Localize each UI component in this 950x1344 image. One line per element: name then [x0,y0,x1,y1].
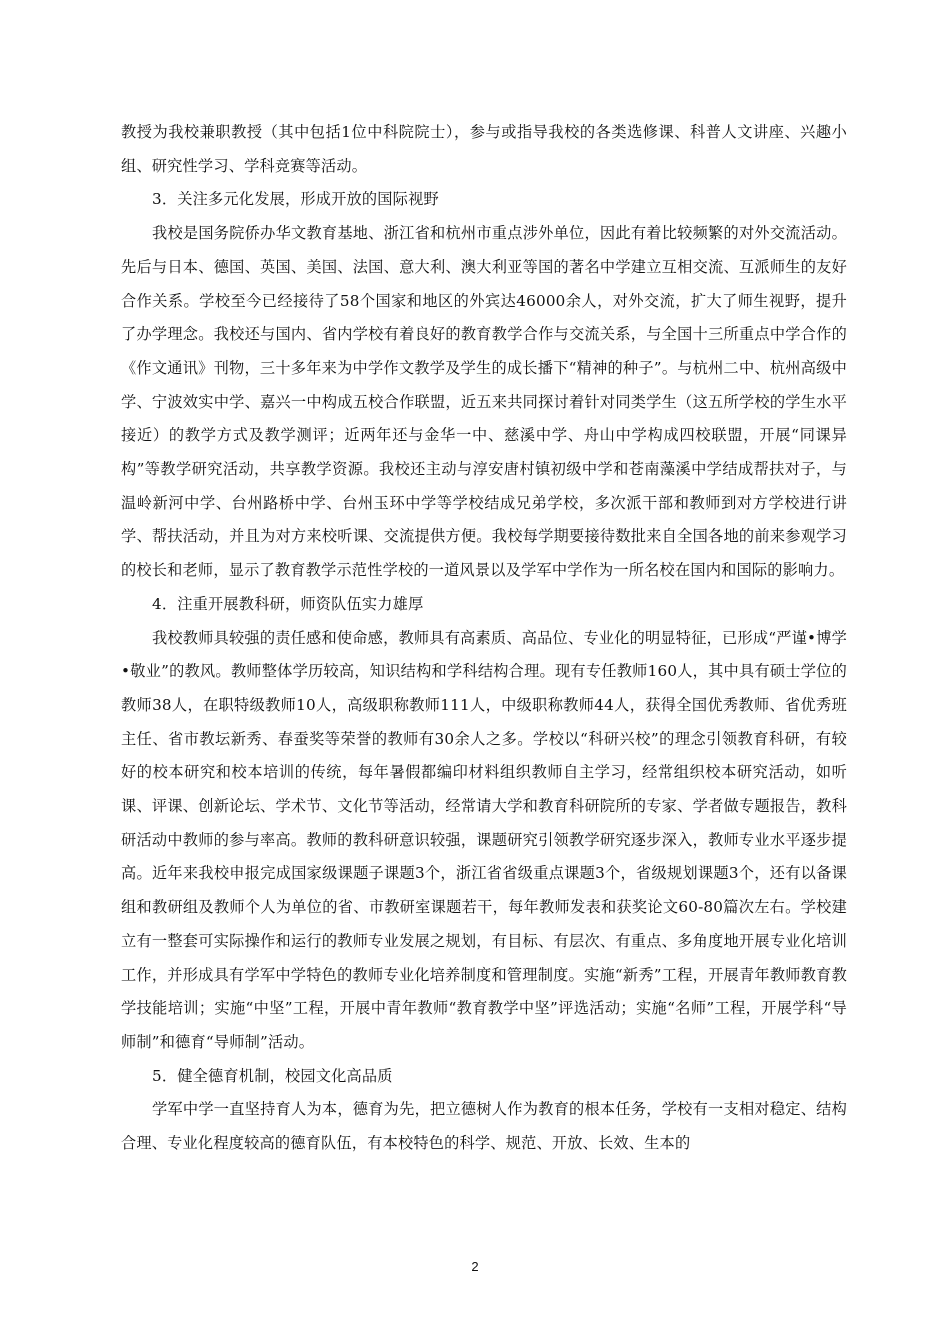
paragraph-continuation: 教授为我校兼职教授（其中包括1位中科院院士），参与或指导我校的各类选修课、科普人文讲座、兴趣小组、研究性学习、学科竞赛等活动。 [121,123,847,175]
section-heading-5: 5．健全德育机制，校园文化高品质 [152,1066,393,1085]
document-body [121,116,847,1161]
paragraph-international-exchange: 我校是国务院侨办华文教育基地、浙江省和杭州市重点涉外单位，因此有着比较频繁的对外交流活动。先后与日本、德国、英国、美国、法国、意大利、澳大利亚等国的著名中学建立互相交流、互派师生的友好合作关系。学校至今已经接待了58个国家和地区的外宾达46000余人，对外交流，扩大了师生视野，提升了办学理念。我校还与国内、省内学校有着良好的教育教学合作与交流关系，与全国十三所重点中学合作的《作文通讯》刊物，三十多年来为中学作文教学及学生的成长播下“精神的种子”。与杭州二中、杭州高级中学、宁波效实中学、嘉兴一中构成五校合作联盟，近五来共同探讨着针对同类学生（这五所学校的学生水平接近）的教学方式及教学测评；近两年还与金华一中、慈溪中学、舟山中学构成四校联盟，开展“同课异构”等教学研究活动，共享教学资源。我校还主动与淳安唐村镇初级中学和苍南藻溪中学结成帮扶对子，与温岭新河中学、台州路桥中学、台州玉环中学等学校结成兄弟学校，多次派干部和教师到对方学校进行讲学、帮扶活动，并且为对方来校听课、交流提供方便。我校每学期要接待数批来自全国各地的前来参观学习的校长和老师，显示了教育教学示范性学校的一道风景以及学军中学作为一所名校在国内和国际的影响力。 [121,224,847,580]
page-number: 2 [471,1259,479,1274]
paragraph-moral-education: 学军中学一直坚持育人为本，德育为先，把立德树人作为教育的根本任务，学校有一支相对稳定、结构合理、专业化程度较高的德育队伍，有本校特色的科学、规范、开放、长效、生本的 [121,1100,847,1153]
paragraph-teaching-research: 我校教师具较强的责任感和使命感，教师具有高素质、高品位、专业化的明显特征，已形成“严谨•博学•敬业”的教风。教师整体学历较高，知识结构和学科结构合理。现有专任教师160人，其中具有硕士学位的教师38人，在职特级教师10人，高级职称教师111人，中级职称教师44人，获得全国优秀教师、省优秀班主任、省市教坛新秀、春蚕奖等荣誉的教师有30余人之多。学校以“科研兴校”的理念引领教育科研，有较好的校本研究和校本培训的传统，每年暑假都编印材料组织教师自主学习，经常组织校本研究活动，如听课、评课、创新论坛、学术节、文化节等活动，经常请大学和教育科研院所的专家、学者做专题报告，教科研活动中教师的参与率高。教师的教科研意识较强，课题研究引领教学研究逐步深入，教师专业水平逐步提高。近年来我校申报完成国家级课题子课题3个，浙江省省级重点课题3个，省级规划课题3个，还有以备课组和教研组及教师个人为单位的省、市教研室课题若干，每年教师发表和获奖论文60-80篇次左右。学校建立有一整套可实际操作和运行的教师专业发展之规划，有目标、有层次、有重点、多角度地开展专业化培训工作，并形成具有学军中学特色的教师专业化培养制度和管理制度。实施“新秀”工程，开展青年教师教育教学技能培训；实施“中坚”工程，开展中青年教师“教育教学中坚”评选活动；实施“名师”工程，开展学科“导师制”和德育“导师制”活动。 [121,628,847,1051]
section-heading-3: 3．关注多元化发展，形成开放的国际视野 [152,190,439,209]
section-heading-4: 4．注重开展教科研，师资队伍实力雄厚 [152,594,424,613]
